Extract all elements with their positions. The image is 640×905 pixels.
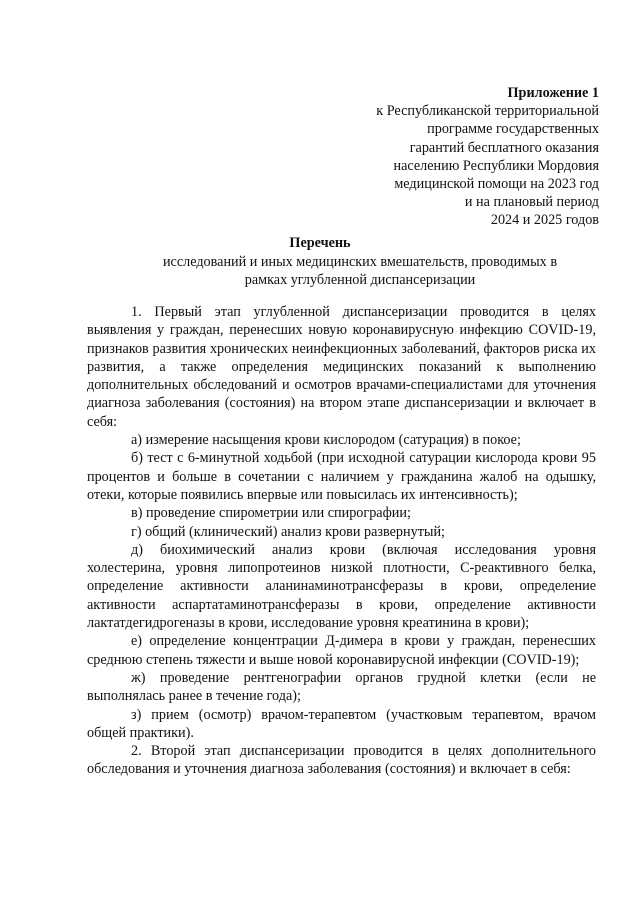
appendix-line: программе государственных: [427, 121, 599, 138]
list-item-e: е) определение концентрации Д-димера в крови у граждан, перенесших среднюю степень тяжести и выше новой коронавирусной инфекции (COVID-19);: [87, 633, 596, 668]
list-item-b: б) тест с 6-минутной ходьбой (при исходной сатурации кислорода крови 95 процентов и больше в сочетании с наличием у гражданина жалоб на одышку, отеки, которые появились впервые или повысилась их интенсивность);: [87, 450, 596, 503]
appendix-block: [279, 84, 599, 230]
list-item-zh: ж) проведение рентгенографии органов грудной клетки (если не выполнялась ранее в течение года);: [87, 669, 596, 705]
paragraph-stage-2: 2. Второй этап диспансеризации проводится в целях дополнительного обследования и уточнения диагноза заболевания (состояния) и включает в себя:: [87, 743, 596, 778]
list-item-g: г) общий (клинический) анализ крови развернутый;: [131, 523, 445, 540]
document-subheading: исследований и иных медицинских вмешательств, проводимых в рамках углубленной диспансеризации: [162, 254, 558, 289]
document-heading: Перечень: [289, 235, 351, 251]
appendix-line: к Республиканской территориальной: [376, 103, 599, 120]
appendix-title: Приложение 1: [507, 85, 599, 101]
appendix-line: медицинской помощи на 2023 год: [394, 176, 599, 193]
list-item-d: д) биохимический анализ крови (включая исследования уровня холестерина, уровня липопротеинов низкой плотности, С-реактивного белка, определение активности аланинаминотрансферазы в крови, определение активности аспартатаминотрансферазы в крови, определение активности лактатдегидрогеназы в крови, исследование уровня креатинина в крови);: [87, 541, 596, 632]
list-item-a: а) измерение насыщения крови кислородом (сатурация) в покое;: [131, 432, 521, 449]
appendix-line: гарантий бесплатного оказания: [409, 139, 599, 156]
list-item-z: з) прием (осмотр) врачом-терапевтом (участковым терапевтом, врачом общей практики).: [87, 706, 596, 741]
document-body: [87, 303, 596, 779]
list-item-v: в) проведение спирометрии или спирографии;: [131, 505, 411, 522]
appendix-line: населению Республики Мордовия: [393, 157, 599, 174]
appendix-line: 2024 и 2025 годов: [490, 212, 599, 229]
paragraph-stage-1: 1. Первый этап углубленной диспансеризации проводится в целях выявления у граждан, перенесших новую коронавирусную инфекцию COVID-19, признаков развития хронических неинфекционных заболеваний, факторов риска их развития, а также определения медицинских показаний к выполнению дополнительных обследований и осмотров врачами-специалистами для уточнения диагноза заболевания (состояния) на втором этапе диспансеризации и включает в себя:: [87, 304, 596, 430]
appendix-line: и на плановый период: [464, 194, 599, 211]
